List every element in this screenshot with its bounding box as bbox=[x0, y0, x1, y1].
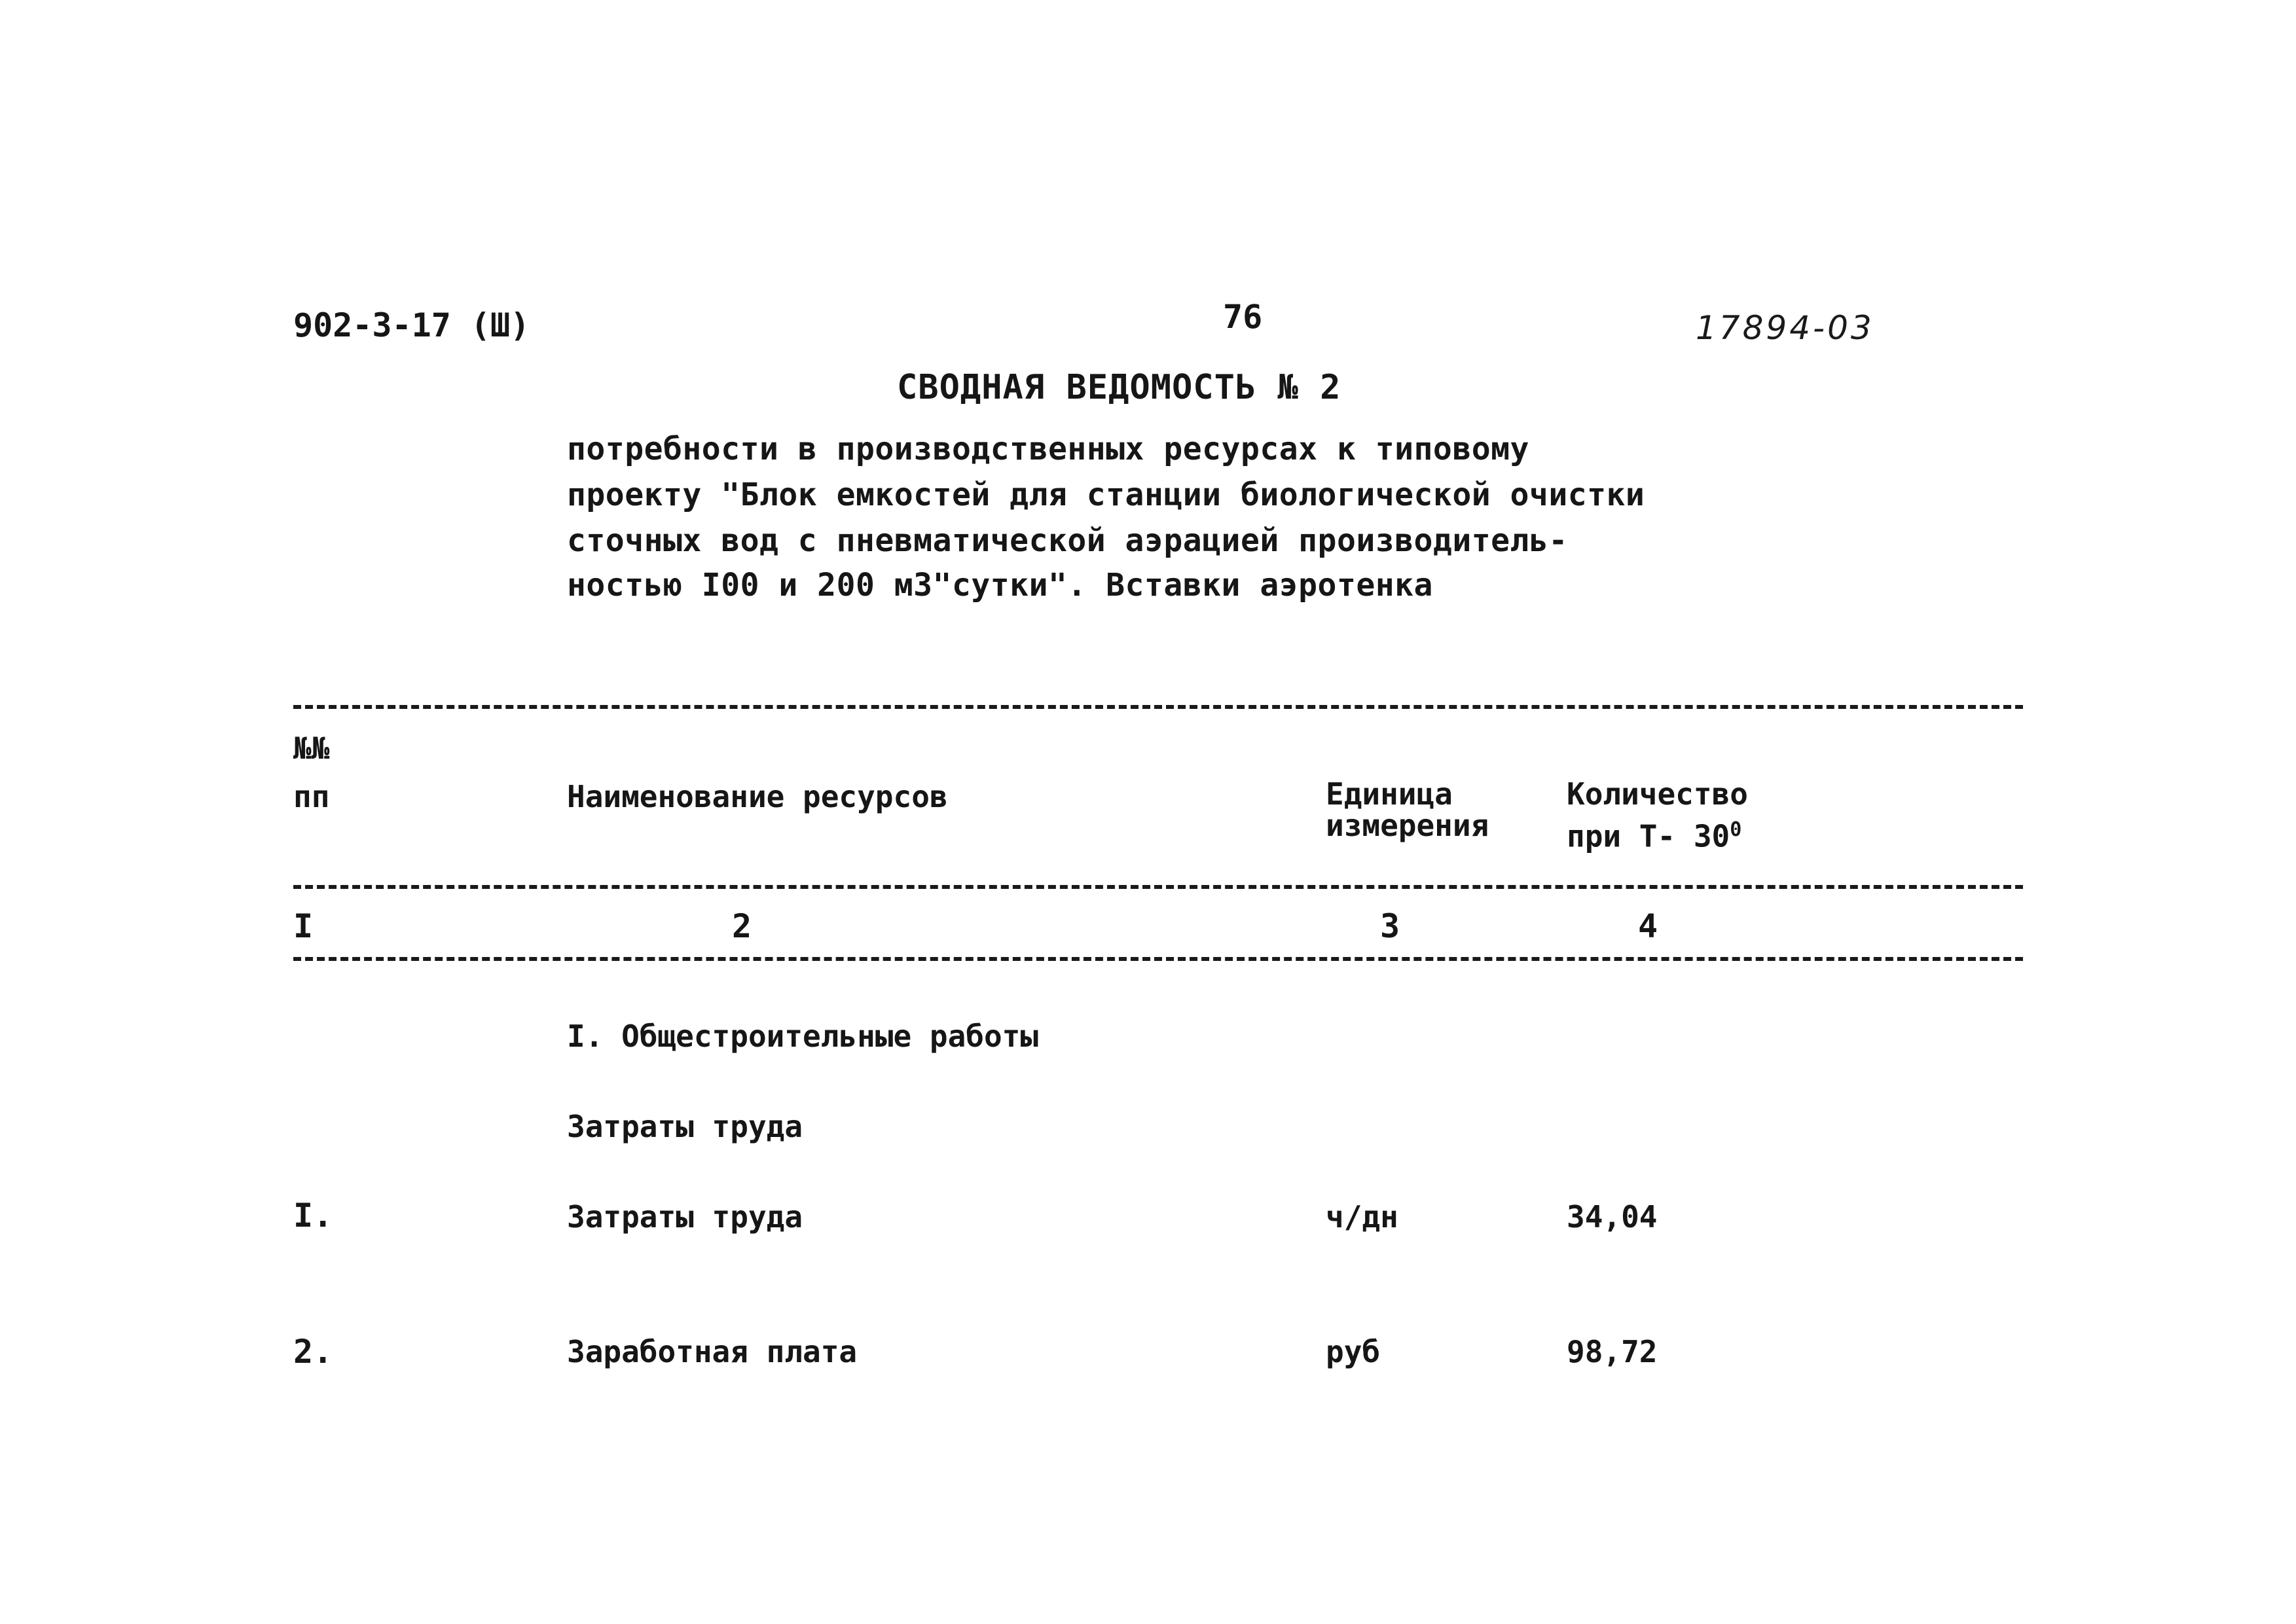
subsection-title: Затраты труда bbox=[567, 1109, 803, 1144]
header-bottom-rule bbox=[293, 885, 2023, 889]
document-title: СВОДНАЯ ВЕДОМОСТЬ № 2 bbox=[897, 368, 1341, 407]
row-2-number: 2. bbox=[293, 1333, 333, 1371]
row-1-quantity: 34,04 bbox=[1567, 1199, 1658, 1235]
description-line-2: проекту "Блок емкостей для станции биологической очистки bbox=[567, 477, 1645, 513]
column-header-unit-line-1: Единица bbox=[1326, 776, 1453, 812]
row-1-number: I. bbox=[293, 1197, 333, 1235]
degree-superscript: 0 bbox=[1730, 818, 1742, 841]
row-2-unit: руб bbox=[1326, 1334, 1381, 1369]
table-top-rule bbox=[293, 705, 2023, 709]
description-line-4: ностью I00 и 200 м3"сутки". Вставки аэротенка bbox=[567, 567, 1433, 604]
column-header-name: Наименование ресурсов bbox=[567, 779, 948, 814]
inventory-number: 17894-03 bbox=[1696, 309, 1874, 347]
row-2-name: Заработная плата bbox=[567, 1334, 858, 1369]
column-header-quantity-line-2 bbox=[1567, 818, 1741, 854]
page-number: 76 bbox=[1223, 298, 1263, 336]
column-number-4: 4 bbox=[1638, 907, 1658, 945]
column-number-3: 3 bbox=[1380, 907, 1400, 945]
column-header-quantity-line-1: Количество bbox=[1567, 776, 1748, 812]
row-2-quantity: 98,72 bbox=[1567, 1334, 1658, 1369]
description-line-1: потребности в производственных ресурсах к типовому bbox=[567, 431, 1529, 467]
section-title: I. Общестроительные работы bbox=[567, 1019, 1039, 1054]
description-line-3: сточных вод с пневматической аэрацией производитель- bbox=[567, 522, 1568, 559]
column-number-1: I bbox=[293, 907, 314, 945]
column-header-unit-line-2: измерения bbox=[1326, 808, 1489, 843]
row-1-unit: ч/дн bbox=[1326, 1199, 1398, 1235]
column-header-number-line-2: пп bbox=[293, 779, 330, 814]
row-1-name: Затраты труда bbox=[567, 1199, 803, 1235]
document-code: 902-3-17 (Ш) bbox=[293, 306, 530, 344]
column-number-2: 2 bbox=[732, 907, 752, 945]
column-numbers-bottom-rule bbox=[293, 957, 2023, 961]
quantity-condition: при Т- 30 bbox=[1567, 818, 1730, 854]
column-header-number-line-1: №№ bbox=[293, 731, 330, 766]
